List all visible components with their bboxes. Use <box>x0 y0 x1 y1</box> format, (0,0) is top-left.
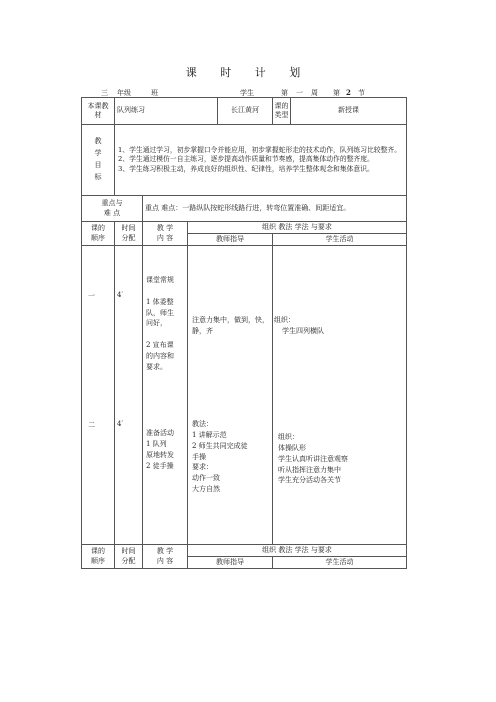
goal-item: 1、学生通过学习，初步掌握口令并能应用，初步掌握蛇形走的技术动作，队列练习比较整齐。 <box>118 145 401 154</box>
goals-label: 教 学 目 标 <box>82 125 115 196</box>
org-header-2: 组织 教法 学法 与要求 <box>188 545 407 557</box>
section2-content: 准备活动 1 队列 原地转发 2 徒手操 <box>146 429 174 470</box>
order-col <box>82 246 115 545</box>
key-row <box>82 196 407 222</box>
teach-header-2: 教 学 内 容 <box>143 545 188 569</box>
type-label: 课的 类型 <box>273 98 291 125</box>
lesson-prefix: 第 <box>333 89 340 97</box>
info-row <box>82 98 407 125</box>
section2-order: 二 <box>88 421 95 429</box>
week-suffix: 周 <box>311 89 318 97</box>
section1-time: 4′ <box>117 291 124 299</box>
key-text: 重点 难点：一路纵队按蛇形线路行进，转弯位置准确、间距适宜。 <box>143 196 407 222</box>
student-header-2: 学生活动 <box>273 557 407 569</box>
teacher-header-2: 教师指导 <box>188 557 273 569</box>
lesson-suffix: 节 <box>358 89 365 97</box>
teach-header: 教 学 内 容 <box>143 222 188 246</box>
student-label: 学生 <box>240 89 254 97</box>
section1-order: 一 <box>88 292 95 300</box>
time-header-2: 时间 分配 <box>115 545 143 569</box>
time-header: 时间 分配 <box>115 222 143 246</box>
section1-content: 课堂常规 1 体委整 队，师生 问好， 2 宣布课 的内容和 要求。 <box>146 276 174 371</box>
header-row-top <box>82 222 407 234</box>
section1-teacher: 注意力集中，做到，快，静，齐 <box>192 316 269 335</box>
page-title: 课 时 计 划 <box>185 66 311 79</box>
lesson-num: 2 <box>346 88 351 97</box>
order-header: 课的 顺序 <box>82 222 115 246</box>
teacher-header: 教师指导 <box>188 234 273 246</box>
section2-teacher: 教法： 1 讲解示范 2 师生共同完成徒 手操 要求： 动作一致 大方自然 <box>192 420 248 494</box>
week-num: 一 <box>296 89 303 97</box>
goals-row <box>82 125 407 196</box>
teacher-col <box>188 246 273 545</box>
goal-item: 2、学生通过模仿一自主练习，逐步提高动作质量和节奏感，提高集体动作的整齐度。 <box>118 155 374 164</box>
key-label: 重点与 难 点 <box>82 196 143 222</box>
goals-text <box>115 125 407 196</box>
type-value: 新授课 <box>291 98 407 125</box>
week-prefix: 第 <box>281 89 288 97</box>
body-row <box>82 246 407 545</box>
student-header: 学生活动 <box>273 234 407 246</box>
content-label: 本课教 材 <box>82 98 115 125</box>
section1-student: 组织： 学生四列横队 <box>274 316 324 335</box>
section2-student: 组织： 体操队形 学生认真听讲注意观察 听从指挥注意力集中 学生充分活动各关节 <box>278 433 348 485</box>
goal-item: 3、学生练习积极主动，养成良好的组织性、纪律性，培养学生整体观念和集体意识。 <box>118 164 374 173</box>
student-col <box>273 246 407 545</box>
footer-header-top <box>82 545 407 557</box>
content-name: 队列练习 <box>115 98 218 125</box>
order-header-2: 课的 顺序 <box>82 545 115 569</box>
content-topic: 长江黄河 <box>218 98 273 125</box>
section2-time: 4′ <box>117 420 124 428</box>
class-label: 班 <box>151 89 158 97</box>
grade-label: 年级 <box>117 89 131 97</box>
grade-num: 三 <box>101 89 108 97</box>
org-header: 组织 教法 学法 与要求 <box>188 222 407 234</box>
